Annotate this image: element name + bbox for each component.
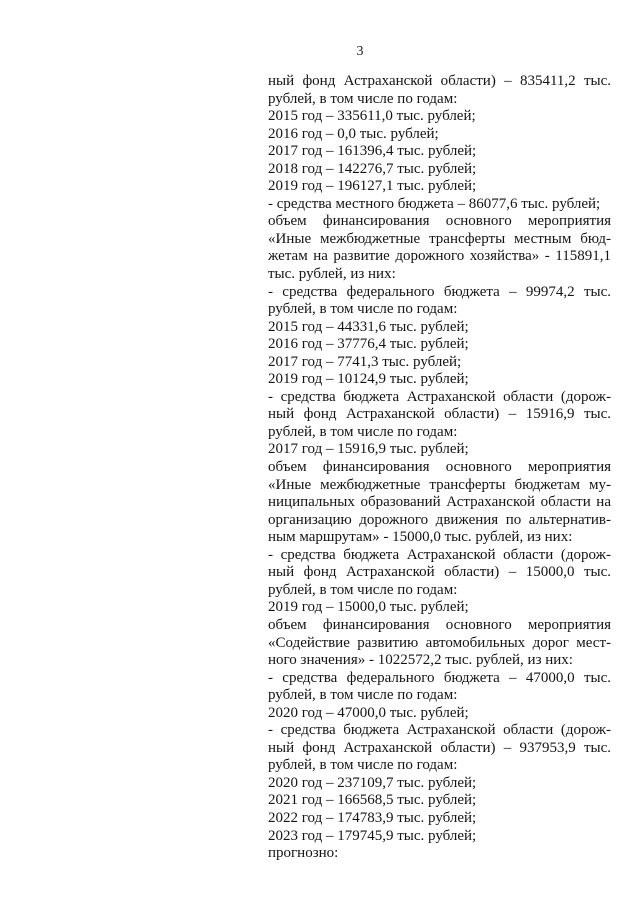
text-line: прогнозно: <box>268 845 339 862</box>
text-line: 2023 год – 179745,9 тыс. рублей; <box>268 827 477 844</box>
text-line: 2022 год – 174783,9 тыс. рублей; <box>268 809 477 826</box>
text-line: рублей, в том числе по годам: <box>268 423 458 440</box>
text-line: организацию дорожного движения по альтернатив- <box>268 511 611 528</box>
text-line: 2020 год – 47000,0 тыс. рублей; <box>268 704 469 721</box>
text-line: «Иные межбюджетные трансферты бюджетам му- <box>268 476 611 493</box>
text-line: «Содействие развитию автомобильных дорог мест- <box>268 634 611 651</box>
text-line: рублей, в том числе по годам: <box>268 90 458 107</box>
text-line: 2016 год – 0,0 тыс. рублей; <box>268 125 439 142</box>
text-line: 2015 год – 335611,0 тыс. рублей; <box>268 108 476 125</box>
text-line: - средства местного бюджета – 86077,6 тыс. рублей; <box>268 195 601 212</box>
text-line: - средства бюджета Астраханской области (дорож- <box>268 388 611 405</box>
document-text-column <box>268 73 611 863</box>
text-line: рублей, в том числе по годам: <box>268 687 458 704</box>
text-line: ниципальных образований Астраханской области на <box>268 494 611 511</box>
text-line: - средства федерального бюджета – 99974,2 тыс. <box>268 283 611 300</box>
text-line: - средства федерального бюджета – 47000,0 тыс. <box>268 669 611 686</box>
text-line: объем финансирования основного мероприятия <box>268 616 611 633</box>
text-line: - средства бюджета Астраханской области (дорож- <box>268 546 611 563</box>
text-line: 2017 год – 161396,4 тыс. рублей; <box>268 143 477 160</box>
text-line: 2021 год – 166568,5 тыс. рублей; <box>268 792 477 809</box>
text-line: 2019 год – 10124,9 тыс. рублей; <box>268 371 469 388</box>
text-line: 2017 год – 7741,3 тыс. рублей; <box>268 353 462 370</box>
text-line: жетам на развитие дорожного хозяйства» - 115891,1 <box>268 248 611 265</box>
text-line: рублей, в том числе по годам: <box>268 301 458 318</box>
text-line: рублей, в том числе по годам: <box>268 581 458 598</box>
text-line: ный фонд Астраханской области) – 937953,9 тыс. <box>268 739 611 756</box>
text-line: ный фонд Астраханской области) – 15916,9 тыс. <box>268 406 611 423</box>
text-line: «Иные межбюджетные трансферты местным бюд- <box>268 230 611 247</box>
text-line: объем финансирования основного мероприятия <box>268 459 611 476</box>
text-line: тыс. рублей, из них: <box>268 266 396 283</box>
text-line: 2019 год – 196127,1 тыс. рублей; <box>268 178 477 195</box>
text-line: объем финансирования основного мероприятия <box>268 213 611 230</box>
text-line: ный фонд Астраханской области) – 835411,2 тыс. <box>268 73 611 89</box>
text-line: рублей, в том числе по годам: <box>268 757 458 774</box>
text-line: 2020 год – 237109,7 тыс. рублей; <box>268 774 477 791</box>
text-line: ным маршрутам» - 15000,0 тыс. рублей, из них: <box>268 529 573 546</box>
text-line: 2018 год – 142276,7 тыс. рублей; <box>268 160 477 177</box>
text-line: 2015 год – 44331,6 тыс. рублей; <box>268 318 469 335</box>
page-number: 3 <box>356 44 364 59</box>
text-line: 2017 год – 15916,9 тыс. рублей; <box>268 441 469 458</box>
text-line: ный фонд Астраханской области) – 15000,0 тыс. <box>268 564 611 581</box>
text-line: ного значения» - 1022572,2 тыс. рублей, из них: <box>268 652 573 669</box>
text-line: 2016 год – 37776,4 тыс. рублей; <box>268 336 469 353</box>
text-line: 2019 год – 15000,0 тыс. рублей; <box>268 599 469 616</box>
text-line: - средства бюджета Астраханской области (дорож- <box>268 722 611 739</box>
